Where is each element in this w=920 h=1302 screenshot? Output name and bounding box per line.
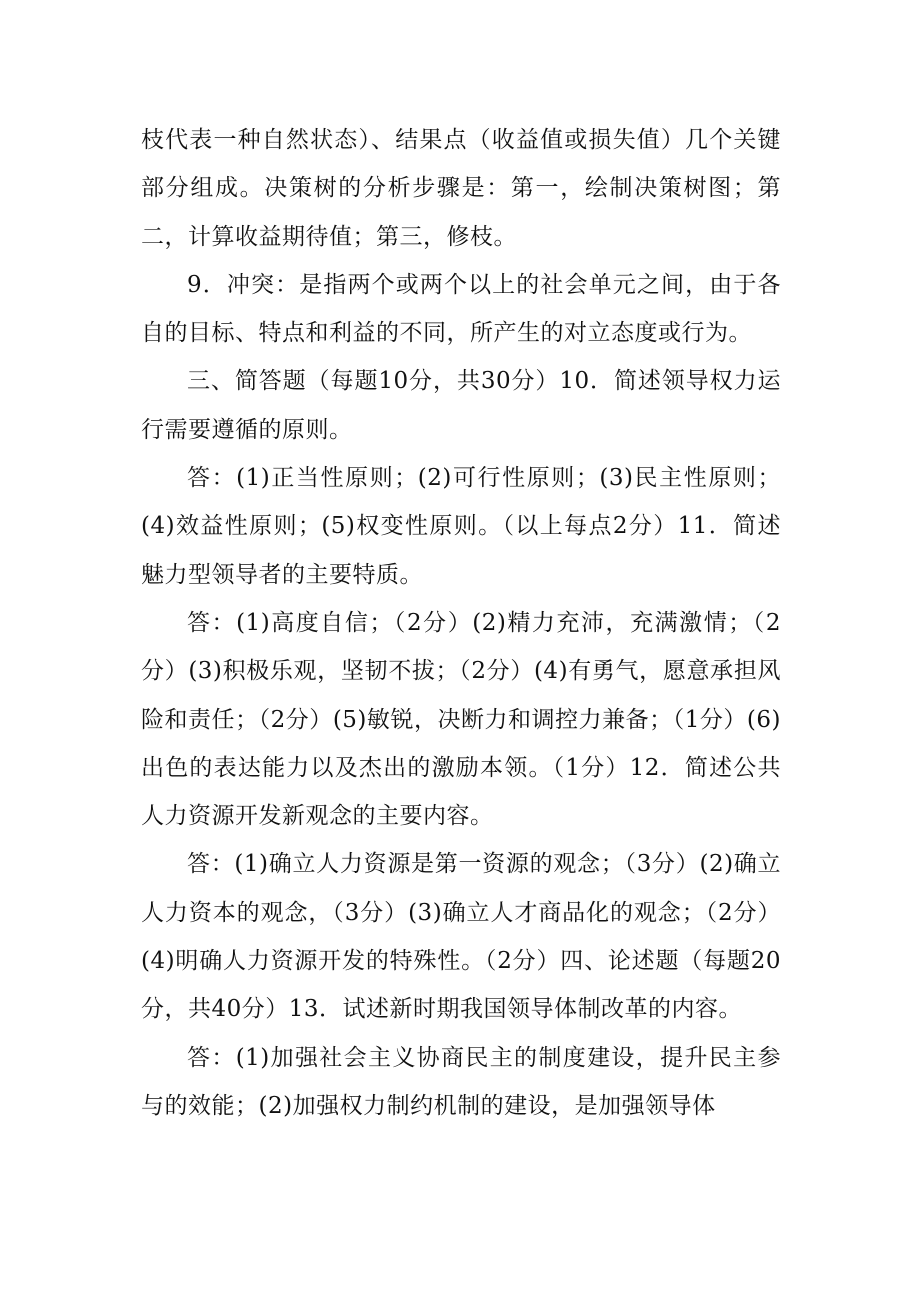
paragraph-answer-10: 答：(1)正当性原则；(2)可行性原则；(3)民主性原则；(4)效益性原则；(5)权变性原则。（以上每点2分）11．简述魅力型领导者的主要特质。 (141, 465, 781, 588)
document-body (141, 116, 781, 1130)
paragraph-decision-tree: 枝代表一种自然状态）、结果点（收益值或损失值）几个关键部分组成。决策树的分析步骤是：第一，绘制决策树图；第二，计算收益期待值；第三，修枝。 (141, 127, 781, 250)
paragraph-answer-13: 答：(1)加强社会主义协商民主的制度建设，提升民主参与的效能；(2)加强权力制约机制的建设，是加强领导体 (141, 1044, 781, 1119)
paragraph-answer-11: 答：(1)高度自信；（2分）(2)精力充沛，充满激情；（2分）(3)积极乐观，坚韧不拔；（2分）(4)有勇气，愿意承担风险和责任；（2分）(5)敏锐，决断力和调控力兼备；（1分）(6)出色的表达能力以及杰出的激励本领。（1分）12．简述公共人力资源开发新观念的主要内容。 (141, 609, 781, 830)
paragraph-conflict-definition: 9．冲突：是指两个或两个以上的社会单元之间，由于各自的目标、特点和利益的不同，所产生的对立态度或行为。 (141, 271, 781, 347)
paragraph-answer-12: 答：(1)确立人力资源是第一资源的观念；（3分）(2)确立人力资本的观念，（3分）(3)确立人才商品化的观念；（2分）(4)明确人力资源开发的特殊性。（2分）四、论述题（每题20分，共40分）13．试述新时期我国领导体制改革的内容。 (141, 851, 781, 1023)
paragraph-section-three-q10: 三、简答题（每题10分，共30分）10．简述领导权力运行需要遵循的原则。 (141, 368, 781, 443)
